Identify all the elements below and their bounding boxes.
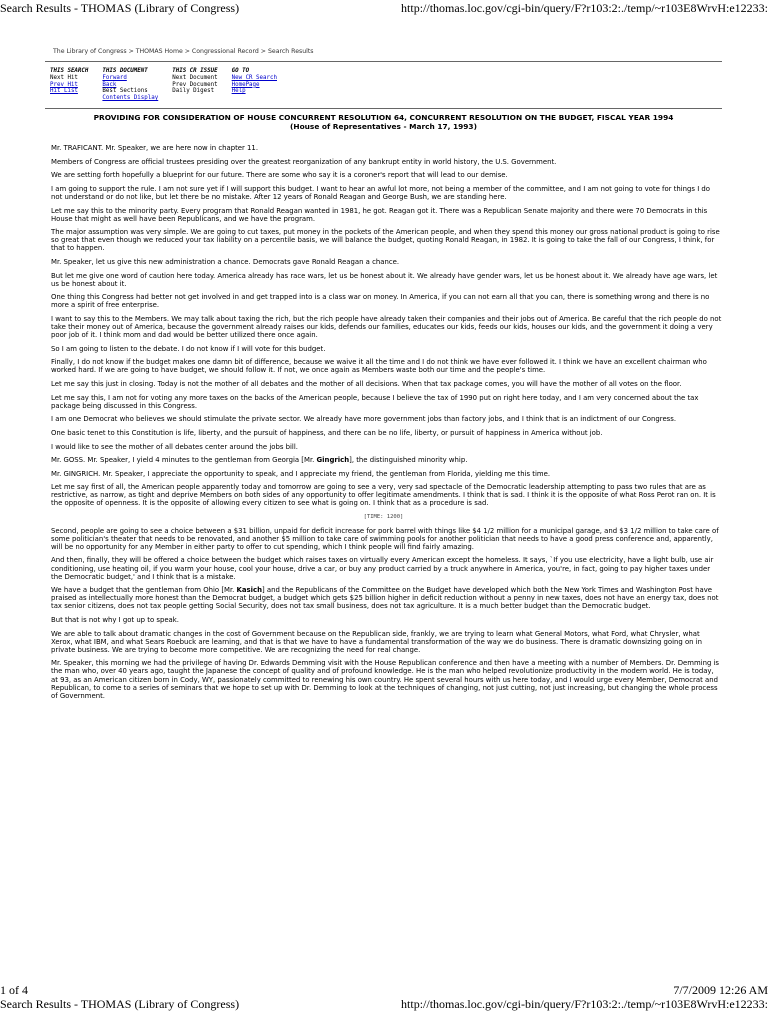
paragraph: One basic tenet to this Constitution is life, liberty, and the pursuit of happiness, and there can be no life, liberty, or pursuit of happiness in America without job. bbox=[51, 428, 603, 437]
paragraph: Let me say this just in closing. Today is not the mother of all debates and the mother of all decisions. When that tax package comes, you will have the mother of all votes on the floor. bbox=[51, 380, 682, 389]
nav-this-cr-issue bbox=[172, 68, 231, 102]
paragraph: Mr. Speaker, let us give this new administration a chance. Democrats gave Ronald Reagan a chance. bbox=[51, 258, 400, 267]
document-body bbox=[45, 44, 722, 982]
paragraph: And then, finally, they will be offered a choice between the budget which raises taxes on virtually every American except the homeless. It says, `If you use electricity, have a light bulb, use air conditioning, use heating oil, if you warm your house, cool your house, drive a car, or buy any product carried by a truck anywhere in America, you're, in fact, going to pay higher taxes under the Democratic budget,' and I think that is a mistake. bbox=[51, 556, 714, 581]
paragraph: I am going to support the rule. I am not sure yet if I will support this budget. I want to hear an awful lot more, not being a member of the committee, and I am not going to vote for things I do not understand or do not like, but let there be no mistake. After 12 years of Ronald Reagan and George Bush, we are standing here. bbox=[51, 184, 711, 201]
member-name-kasich: Kasich bbox=[236, 586, 262, 595]
nav-hit-list-link[interactable]: Hit List bbox=[50, 88, 78, 95]
nav-back-link[interactable]: Back bbox=[102, 81, 117, 88]
paragraph: So I am going to listen to the debate. I do not know if I will vote for this budget. bbox=[51, 344, 326, 353]
breadcrumb-separator: > bbox=[182, 48, 192, 55]
paragraph: Mr. TRAFICANT. Mr. Speaker, we are here now in chapter 11. bbox=[51, 144, 259, 153]
text: ] and the Republicans of the Committee on the Budget have developed which both the New York Times and Washington Post have praised as intellectually more honest than the Democrat budget, a budget which gets $25 billion higher in deficit reduction without a penny in new taxes, does not have an energy tax, does not tax senior citizens, does not tax people getting Social Security, does not tax small business, does not tax agriculture. It is a much better budget than the Democratic budget. bbox=[51, 586, 719, 611]
document-subtitle: (House of Representatives - March 17, 1993) bbox=[290, 122, 477, 132]
document-title: PROVIDING FOR CONSIDERATION OF HOUSE CONCURRENT RESOLUTION 64, CONCURRENT RESOLUTION ON THE BUDGET, FISCAL YEAR 1994 bbox=[93, 113, 674, 123]
breadcrumb-current: Search Results bbox=[267, 48, 314, 55]
page-url: http://thomas.loc.gov/cgi-bin/query/F?r103:2:./temp/~r103E8WrvH:e12233: bbox=[401, 997, 768, 1011]
paragraph: Let me say first of all, the American people apparently today and tomorrow are going to see a very, very sad spectacle of the Democratic leadership attempting to pass two rules that are as restrictive, as narrow, as tight and deprive Members on both sides of any opportunity to offer legitimate amendments. I think that is sad. I think it is the opposite of what Ross Perot ran on. It is the opposite of openness. It is the opposite of allowing every citizen to see what is going on. I think that as a procedure is sad. bbox=[51, 483, 716, 508]
nav-forward-link[interactable]: Forward bbox=[102, 74, 127, 81]
nav-go-to bbox=[232, 68, 291, 102]
member-name-gingrich: Gingrich bbox=[316, 456, 350, 465]
divider bbox=[45, 61, 722, 62]
paragraph: Mr. GINGRICH. Mr. Speaker, I appreciate the opportunity to speak, and I appreciate my friend, the gentleman from Florida, yielding me this time. bbox=[51, 469, 551, 478]
nav-heading: THIS DOCUMENT bbox=[102, 68, 148, 75]
nav-prev-document: Prev Document bbox=[172, 81, 218, 88]
breadcrumb bbox=[53, 48, 722, 56]
paragraph: But let me give one word of caution here today. America already has race wars, let us be honest about it. We already have gender wars, let us be honest about it. We already have age wars, let us be honest about it. bbox=[51, 271, 718, 288]
paragraph bbox=[51, 456, 722, 464]
nav-heading: GO TO bbox=[231, 68, 250, 75]
paragraph: Let me say this to the minority party. Every program that Ronald Reagan wanted in 1981, he got. Reagan got it. There was a Republican Senate majority and there were 70 Democrats in this House that might as well have been Republicans, and we have the program. bbox=[51, 206, 708, 223]
nav-next-document: Next Document bbox=[172, 74, 218, 81]
paragraph: Let me say this, I am not for voting any more taxes on the backs of the American people, because I believe the tax of 1990 put on right here today, and I am very concerned about the tax package being discussed in this Congress. bbox=[51, 393, 699, 410]
nav-best-sections: Best Sections bbox=[102, 88, 148, 95]
nav-daily-digest: Daily Digest bbox=[172, 88, 215, 95]
navigation-table bbox=[50, 68, 291, 102]
nav-this-search bbox=[50, 68, 102, 102]
paragraph: The major assumption was very simple. We are going to cut taxes, put money in the pockets of the American people, and when they spend this money our gross national product is going to rise so great that even though we reduced your tax liability on a percentile basis, we will balance the budget, quoting Ronald Reagan, in 1982. It is going to take the fall of our Congress, I think, for that to happen. bbox=[51, 228, 720, 253]
paragraph: We are setting forth hopefully a blueprint for our future. There are some who say it is a coroner's report that will lead to our demise. bbox=[51, 171, 508, 180]
paragraph: Mr. Speaker, this morning we had the privilege of having Dr. Edwards Demming visit with the House Republican conference and then have a meeting with a number of Members. Dr. Demming is the man who, over 40 years ago, taught the Japanese the concept of quality and of profound knowledge. He is the man who helped revolutionize productivity in the modern world. He is today, at 93, as an American citizen born in Cody, WY, passionately committed to renewing his own country. He spent several hours with us here today, and I would urge every Member, Democrat and Republican, to come to a series of seminars that we hope to set up with Dr. Demming to look at the techniques of changing, not just cutting, not just increasing, but changing the whole process of Government. bbox=[51, 659, 720, 700]
breadcrumb-separator: > bbox=[126, 48, 136, 55]
breadcrumb-congressional-record[interactable]: Congressional Record bbox=[191, 48, 259, 55]
page-count: 1 of 4 bbox=[0, 983, 28, 997]
paragraph: Members of Congress are official trustees presiding over the greatest reorganization of any bankrupt entity in world history, the U.S. Government. bbox=[51, 157, 557, 166]
paragraph: I am one Democrat who believes we should stimulate the private sector. We already have more government jobs than factory jobs, and I think that is an indictment of our Congress. bbox=[51, 415, 677, 424]
nav-this-document bbox=[102, 68, 172, 102]
nav-heading: THIS CR ISSUE bbox=[172, 68, 218, 75]
nav-prev-hit-link[interactable]: Prev Hit bbox=[50, 81, 78, 88]
paragraph: I want to say this to the Members. We may talk about taxing the rich, but the rich people have already taken their companies and their jobs out of America. Be careful that the rich people do not take their money out of America, because the government already raises our kids, defends our families, educates our kids, feeds our kids, houses our kids, and the government it doing a very poor job of it. I think mom and dad would be better utilized there once again. bbox=[51, 314, 722, 340]
paragraph: But that is not why I got up to speak. bbox=[51, 616, 179, 625]
time-stamp: [TIME: 1200] bbox=[363, 514, 404, 521]
document-title-block bbox=[45, 108, 722, 131]
speech-text bbox=[45, 144, 722, 700]
breadcrumb-thomas-home[interactable]: THOMAS Home bbox=[135, 48, 183, 55]
nav-homepage-link[interactable]: HomePage bbox=[231, 81, 260, 88]
breadcrumb-library-of-congress[interactable]: The Library of Congress bbox=[53, 48, 127, 55]
page-title: Search Results - THOMAS (Library of Congress) bbox=[0, 997, 240, 1011]
nav-new-cr-search-link[interactable]: New CR Search bbox=[231, 74, 277, 81]
nav-contents-display-link[interactable]: Contents Display bbox=[102, 95, 159, 102]
text: We have a budget that the gentleman from Ohio [Mr. bbox=[51, 586, 237, 595]
nav-heading: THIS SEARCH bbox=[50, 68, 89, 75]
page-title: Search Results - THOMAS (Library of Congress) bbox=[0, 1, 240, 15]
nav-next-hit: Next Hit bbox=[50, 74, 78, 81]
page-url: http://thomas.loc.gov/cgi-bin/query/F?r103:2:./temp/~r103E8WrvH:e12233: bbox=[401, 1, 768, 15]
paragraph: I would like to see the mother of all debates center around the jobs bill. bbox=[51, 442, 298, 451]
paragraph: Second, people are going to see a choice between a $31 billion, unpaid for deficit increase for pork barrel with things like $4 1/2 million for a municipal garage, and $3 1/2 million to take care of some politician's theater that needs to be renovated, and another $5 million to take care of swimming pools for another politician that needs to have a good press conference and, apparently, will be no opportunity for any Member in either party to offer to cut spending, which I think people will find fairly amazing. bbox=[51, 526, 719, 551]
text: ], the distinguished minority whip. bbox=[349, 456, 468, 465]
print-datetime: 7/7/2009 12:26 AM bbox=[673, 983, 768, 997]
text: Mr. GOSS. Mr. Speaker, I yield 4 minutes to the gentleman from Georgia [Mr. bbox=[51, 456, 317, 465]
paragraph: We are able to talk about dramatic changes in the cost of Government because on the Republican side, frankly, we are trying to learn what General Motors, what Ford, what Chrysler, what Xerox, what IBM, and what Sears Roebuck are learning, and that is that we have to have a fundamental transformation of the way we do business. There is dramatic downsizing going on in private business. We are trying to become more competitive. We are recognizing the need for real change. bbox=[51, 629, 703, 654]
paragraph: Finally, I do not know if the budget makes one damn bit of difference, because we waive it all the time and I do not think we have ever followed it. I think we have an excellent chairman who worked hard. If we are going to have budget, we should follow it. If not, we once again as Members waste both our time and the people's time. bbox=[51, 358, 707, 375]
nav-help-link[interactable]: Help bbox=[231, 88, 246, 95]
breadcrumb-separator: > bbox=[258, 48, 268, 55]
paragraph: One thing this Congress had better not get involved in and get trapped into is a class war on money. In America, if you can not earn all that you can, there is something wrong and there is no more a spirit of free enterprise. bbox=[51, 293, 710, 310]
paragraph bbox=[51, 586, 722, 610]
